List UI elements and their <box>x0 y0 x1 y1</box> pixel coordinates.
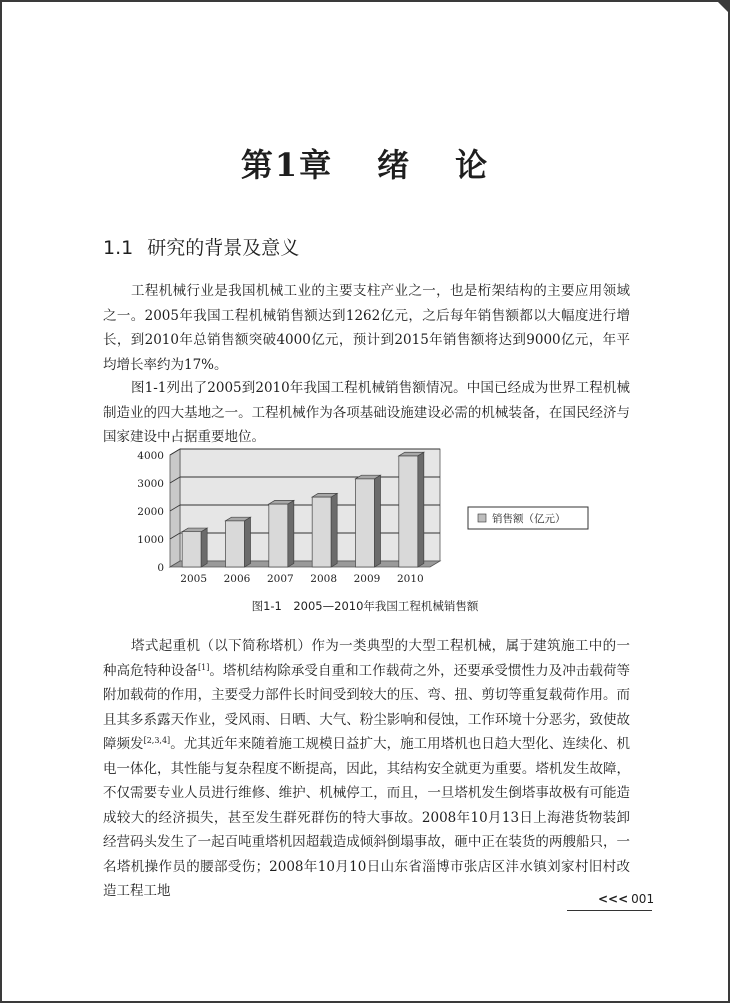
chapter-heading <box>2 140 728 186</box>
section-title: 研究的背景及意义 <box>147 237 300 259</box>
x-tick-label: 2005 <box>180 573 208 585</box>
x-tick-label: 2006 <box>223 573 251 585</box>
citation-2-4: [2,3,4] <box>143 736 171 745</box>
bar-side-2010 <box>418 452 424 567</box>
bar-2005 <box>182 532 201 567</box>
bar-2010 <box>399 456 418 567</box>
y-tick-label: 3000 <box>137 478 164 490</box>
x-tick-label: 2008 <box>310 573 338 585</box>
x-tick-label: 2009 <box>353 573 381 585</box>
y-tick-label: 1000 <box>137 534 164 546</box>
chapter-label: 第1章 <box>240 146 334 184</box>
paragraph-3-text-b: 。塔机结构除承受自重和工作载荷之外，还要承受惯性力及冲击载荷等附加载荷的作用，主要受力部件长时间受到较大的压、弯、扭、剪切等重复载荷作用。而且其多系露天作业，受风雨、日晒、大气、粉尘影响和侵蚀，工作环境十分恶劣，致使故障频发 <box>103 662 631 752</box>
section-heading <box>103 233 299 260</box>
page-number <box>598 892 654 906</box>
y-tick-label: 2000 <box>137 506 164 518</box>
bar-side-2008 <box>331 493 337 567</box>
citation-1: [1] <box>198 662 210 672</box>
chapter-title-char-2: 论 <box>455 146 490 184</box>
bar-2009 <box>356 479 375 567</box>
paragraph-1: 工程机械行业是我国机械工业的主要支柱产业之一，也是桁架结构的主要应用领域之一。2005年我国工程机械销售额达到1262亿元，之后每年销售额都以大幅度进行增长，到2010年总销售额突破4000亿元，预计到2015年销售额将达到9000亿元，年平均增长率约为17%。 <box>103 283 630 373</box>
legend-swatch <box>478 514 486 522</box>
x-tick-label: 2010 <box>396 573 424 585</box>
bar-side-2005 <box>201 528 207 567</box>
page-corner-decoration <box>716 0 730 14</box>
sales-bar-chart <box>102 445 602 593</box>
bar-side-2007 <box>288 500 294 567</box>
footer-rule <box>567 910 652 911</box>
page-number-value: 001 <box>631 892 655 906</box>
page-marker-icon: <<< <box>598 892 629 906</box>
bar-side-2006 <box>245 517 251 567</box>
bar-2007 <box>269 504 288 567</box>
bar-2008 <box>312 497 331 567</box>
chapter-title-char-1: 绪 <box>377 146 412 184</box>
y-tick-label: 0 <box>157 562 164 574</box>
legend-label: 销售额（亿元） <box>492 513 566 525</box>
y-tick-label: 4000 <box>137 450 164 462</box>
paragraph-2: 图1-1列出了2005到2010年我国工程机械销售额情况。中国已经成为世界工程机械制造业的四大基地之一。工程机械作为各项基础设施建设必需的机械装备，在国民经济与国家建设中占据重要地位。 <box>103 380 630 445</box>
bar-side-2009 <box>375 475 381 567</box>
paragraph-3-text-a: 塔式起重机（以下简称塔机）作为一类典型的大型工程机械，属于建筑施工中的一种高危特种设备 <box>103 638 630 679</box>
figure-caption: 图1-1 2005—2010年我国工程机械销售额 <box>251 599 479 613</box>
section-number: 1.1 <box>103 237 134 259</box>
x-tick-label: 2007 <box>266 573 294 585</box>
paragraph-3-text-c: 。尤其近年来随着施工规模日益扩大，施工用塔机也日趋大型化、连续化、机电一体化，其性能与复杂程度不断提高，因此，其结构安全就更为重要。塔机发生故障，不仅需要专业人员进行维修、维护、机械停工，而且，一旦塔机发生倒塔事故极有可能造成较大的经济损失，甚至发生群死群伤的特大事故。2008年10月13日上海港货物装卸经营码头发生了一起百吨重塔机因超载造成倾斜倒塌事故，砸中正在装货的两艘船只，一名塔机操作员的腰部受伤；2008年10月10日山东省淄博市张店区沣水镇刘家村旧村改造工程工地 <box>103 736 631 899</box>
paragraph-3 <box>103 634 630 904</box>
bar-2006 <box>226 521 245 567</box>
